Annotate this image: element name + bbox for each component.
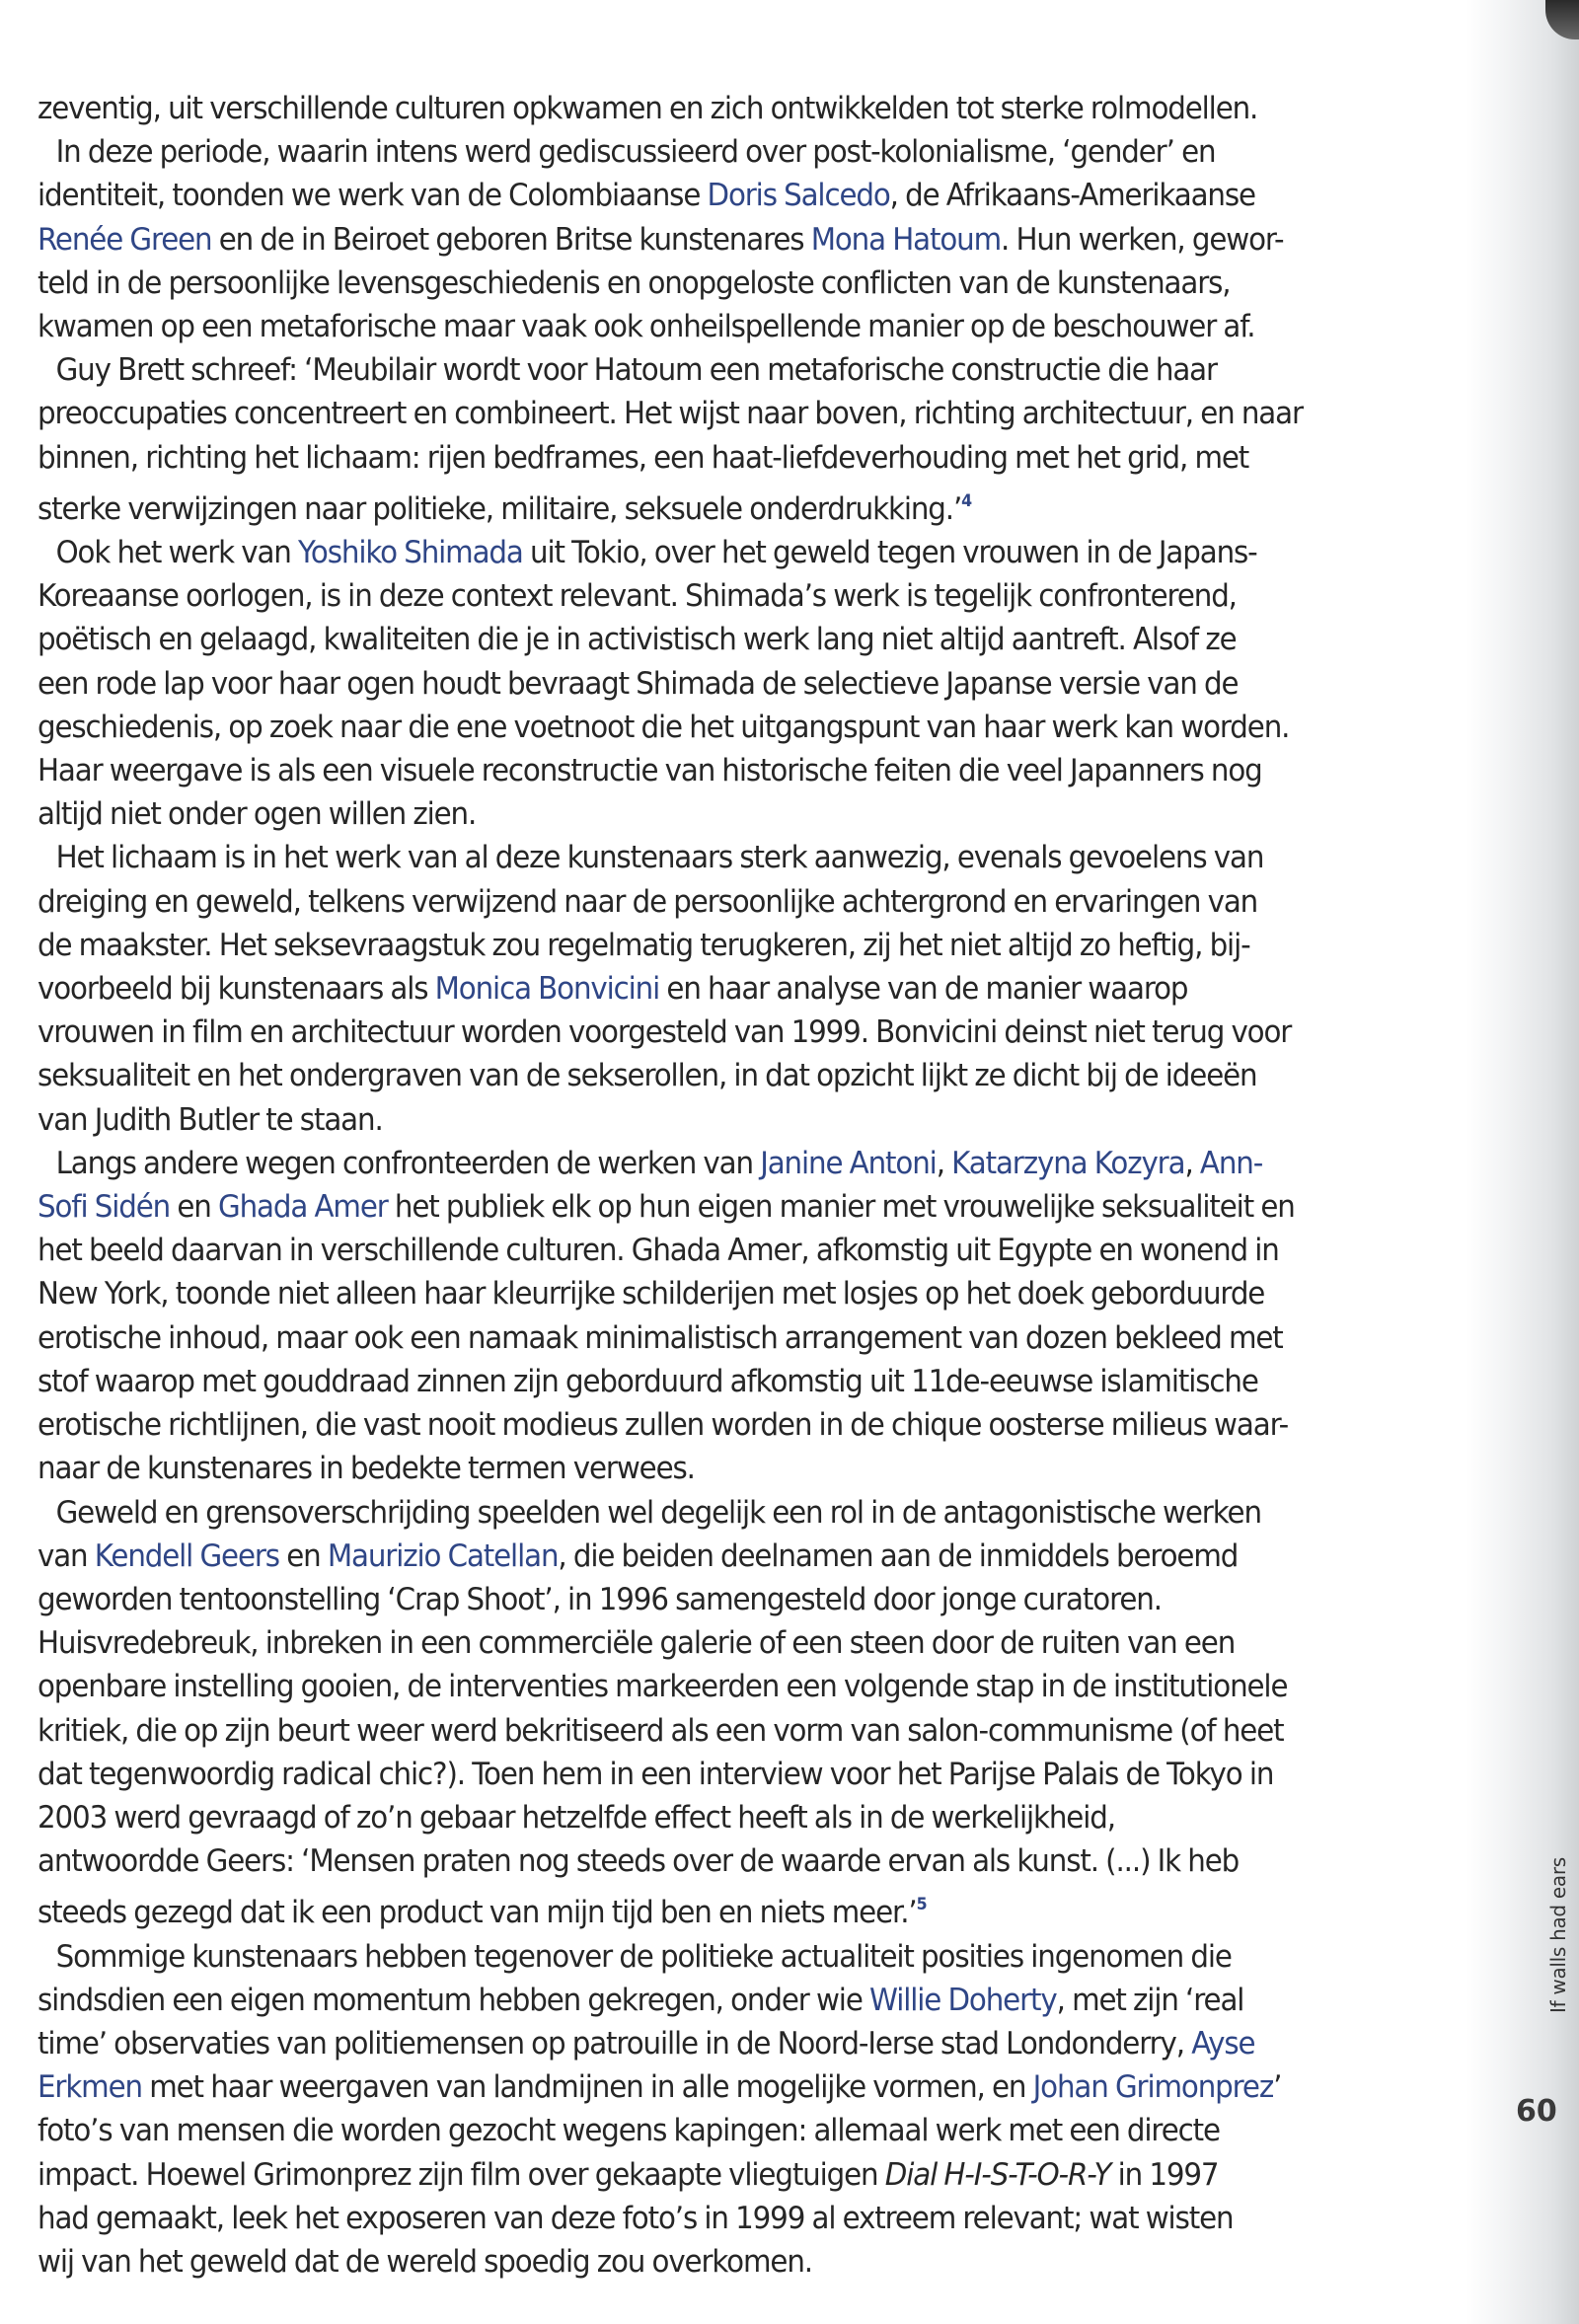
text-segment: , <box>936 1145 952 1181</box>
text-segment: Langs andere wegen confronteerden de werken van <box>55 1145 761 1181</box>
text-segment: Haar weergave is als een visuele reconstructie van historische feiten die veel Japanners nog <box>38 753 1262 789</box>
text-line <box>38 1796 1359 1839</box>
artist-name: Ayse <box>1191 2025 1255 2062</box>
text-segment: openbare instelling gooien, de interventies markeerden een volgende stap in de institutionele <box>38 1669 1288 1705</box>
artist-name: Sofi Sidén <box>38 1189 171 1226</box>
text-segment: New York, toonde niet alleen haar kleurrijke schilderijen met losjes op het doek geborduurde <box>38 1276 1265 1312</box>
text-line <box>38 174 1359 217</box>
text-line <box>38 706 1359 749</box>
text-line <box>38 392 1359 435</box>
text-segment: van <box>38 1537 95 1574</box>
text-segment: een rode lap voor haar ogen houdt bevraagt Shimada de selectieve Japanse versie van de <box>38 665 1239 702</box>
text-segment: wij van het geweld dat de wereld spoedig zou overkomen. <box>38 2243 812 2280</box>
text-segment: kritiek, die op zijn beurt weer werd bekritiseerd als een vorm van salon-communisme (of heet <box>38 1712 1284 1749</box>
text-segment: het publiek elk op hun eigen manier met vrouwelijke seksualiteit en <box>387 1189 1295 1226</box>
text-segment: stof waarop met gouddraad zinnen zijn geborduurd afkomstig uit 11de-eeuwse islamitische <box>38 1363 1258 1399</box>
text-segment: geworden tentoonstelling ‘Crap Shoot’, in 1996 samengesteld door jonge curatoren. <box>38 1581 1162 1617</box>
text-segment: met haar weergaven van landmijnen in alle mogelijke vormen, en <box>141 2069 1033 2106</box>
text-segment: . Hun werken, gewor- <box>1001 221 1284 258</box>
text-line <box>38 1054 1359 1097</box>
text-segment: seksualiteit en het ondergraven van de sekserollen, in dat opzicht lijkt ze dicht bij de ideeën <box>38 1058 1257 1094</box>
text-segment: had gemaakt, leek het exposeren van deze foto’s in 1999 al extreem relevant; wat wisten <box>38 2200 1234 2236</box>
text-segment: uit Tokio, over het geweld tegen vrouwen in de Japans- <box>522 535 1257 571</box>
text-segment: sindsdien een eigen momentum hebben gekregen, onder wie <box>38 1982 870 2018</box>
text-segment: , die beiden deelnamen aan de inmiddels beroemd <box>558 1537 1239 1574</box>
text-line <box>38 1185 1359 1229</box>
text-line <box>38 2109 1359 2152</box>
text-line <box>38 262 1359 305</box>
artist-name: Maurizio Catellan <box>327 1537 559 1574</box>
text-line <box>38 436 1359 480</box>
text-line <box>38 218 1359 262</box>
text-line <box>38 1272 1359 1315</box>
text-segment: Ook het werk van <box>55 535 299 571</box>
text-segment: Sommige kunstenaars hebben tegenover de politieke actualiteit posities ingenomen die <box>55 1938 1232 1975</box>
running-title: If walls had ears <box>1546 1857 1570 2013</box>
text-segment: erotische inhoud, maar ook een namaak minimalistisch arrangement van dozen bekleed met <box>38 1319 1283 1356</box>
artist-name: Erkmen <box>38 2069 142 2106</box>
text-line <box>38 1316 1359 1360</box>
text-segment: , <box>1184 1145 1200 1181</box>
text-segment: het beeld daarvan in verschillende culturen. Ghada Amer, afkomstig uit Egypte en wonend in <box>38 1233 1279 1269</box>
text-line <box>38 1360 1359 1403</box>
text-segment: en haar analyse van de manier waarop <box>659 971 1188 1008</box>
text-segment: en <box>278 1537 328 1574</box>
artist-name: Monica Bonvicini <box>434 971 660 1008</box>
text-segment: preoccupaties concentreert en combineert. Het wijst naar boven, richting architectuur, en naar <box>38 396 1303 432</box>
text-line <box>38 1447 1359 1490</box>
text-line <box>38 1535 1359 1578</box>
text-segment: en <box>170 1189 219 1226</box>
text-segment: 2003 werd gevraagd of zo’n gebaar hetzelfde effect heeft als in de werkelijkheid, <box>38 1799 1115 1836</box>
text-segment: binnen, richting het lichaam: rijen bedframes, een haat-liefdeverhouding met het grid, met <box>38 439 1249 476</box>
text-segment: voorbeeld bij kunstenaars als <box>38 971 435 1008</box>
text-segment: Geweld en grensoverschrijding speelden wel degelijk een rol in de antagonistische werken <box>55 1494 1261 1531</box>
text-line <box>38 1621 1359 1665</box>
text-segment: Koreaanse oorlogen, is in deze context relevant. Shimada’s werk is tegelijk confronterend, <box>38 578 1237 615</box>
artist-name: Johan Grimonprez <box>1032 2069 1274 2106</box>
footnote-marker: 5 <box>916 1895 927 1915</box>
text-line <box>38 130 1359 174</box>
text-line <box>38 1011 1359 1054</box>
text-line <box>38 967 1359 1011</box>
text-line <box>38 1709 1359 1753</box>
artist-name: Mona Hatoum <box>810 221 1002 258</box>
text-line <box>38 1979 1359 2022</box>
text-line <box>38 1935 1359 1979</box>
text-segment: antwoordde Geers: ‘Mensen praten nog steeds over de waarde ervan als kunst. (...) Ik heb <box>38 1843 1240 1880</box>
text-line <box>38 749 1359 792</box>
text-line <box>38 2197 1359 2240</box>
text-segment: vrouwen in film en architectuur worden voorgesteld van 1999. Bonvicini deinst niet terug voor <box>38 1014 1292 1051</box>
text-line <box>38 1839 1359 1883</box>
text-line <box>38 2022 1359 2065</box>
text-line <box>38 1229 1359 1272</box>
text-segment: time’ observaties van politiemensen op patrouille in de Noord-Ierse stad Londonderry, <box>38 2025 1192 2062</box>
text-segment: steeds gezegd dat ik een product van mijn tijd ben en niets meer.’ <box>38 1895 917 1931</box>
artist-name: Renée Green <box>38 221 212 258</box>
text-line <box>38 880 1359 924</box>
text-line <box>38 1753 1359 1796</box>
text-line <box>38 1403 1359 1447</box>
artist-name: Janine Antoni <box>760 1145 937 1181</box>
body-text <box>38 87 1359 2284</box>
text-segment: naar de kunstenares in bedekte termen verwees. <box>38 1451 695 1487</box>
text-segment: , de Afrikaans-Amerikaanse <box>889 178 1255 214</box>
text-segment: impact. Hoewel Grimonprez zijn film over gekaapte vliegtuigen <box>38 2156 885 2193</box>
work-title: Dial H-I-S-T-O-R-Y <box>884 2156 1111 2193</box>
text-segment: erotische richtlijnen, die vast nooit modieus zullen worden in de chique oosterse milieus waar- <box>38 1407 1289 1444</box>
text-segment: dat tegenwoordig radical chic?). Toen hem in een interview voor het Parijse Palais de Tokyo in <box>38 1756 1274 1792</box>
artist-name: Ann- <box>1199 1145 1263 1181</box>
text-line <box>38 662 1359 706</box>
text-segment: de maakster. Het seksevraagstuk zou regelmatig terugkeren, zij het niet altijd zo heftig, bij- <box>38 927 1250 963</box>
text-segment: kwamen op een metaforische maar vaak ook onheilspellende manier op de beschouwer af. <box>38 309 1255 345</box>
artist-name: Yoshiko Shimada <box>298 535 523 571</box>
text-segment: Het lichaam is in het werk van al deze kunstenaars sterk aanwezig, evenals gevoelens van <box>55 840 1264 876</box>
text-segment: ’ <box>1273 2069 1282 2106</box>
text-segment: altijd niet onder ogen willen zien. <box>38 796 477 833</box>
text-line <box>38 87 1359 130</box>
artist-name: Ghada Amer <box>218 1189 388 1226</box>
text-segment: Huisvredebreuk, inbreken in een commerciële galerie of een steen door de ruiten van een <box>38 1625 1236 1662</box>
text-segment: teld in de persoonlijke levensgeschiedenis en onopgeloste conflicten van de kunstenaars, <box>38 264 1231 301</box>
text-segment: in 1997 <box>1110 2156 1219 2193</box>
text-line <box>38 348 1359 392</box>
text-line <box>38 1491 1359 1535</box>
text-line <box>38 2065 1359 2109</box>
text-segment: , met zijn ‘real <box>1056 1982 1244 2018</box>
text-segment: In deze periode, waarin intens werd gediscussieerd over post-kolonialisme, ‘gender’ en <box>55 134 1216 171</box>
text-segment: zeventig, uit verschillende culturen opkwamen en zich ontwikkelden tot sterke rolmodellen. <box>38 91 1258 126</box>
text-segment: van Judith Butler te staan. <box>38 1101 383 1138</box>
text-line <box>38 305 1359 348</box>
text-line <box>38 2153 1359 2197</box>
text-line <box>38 531 1359 574</box>
artist-name: Kendell Geers <box>94 1537 279 1574</box>
artist-name: Willie Doherty <box>869 1982 1057 2018</box>
text-line <box>38 480 1359 531</box>
text-line <box>38 1098 1359 1142</box>
text-segment: geschiedenis, op zoek naar die ene voetnoot die het uitgangspunt van haar werk kan worden. <box>38 709 1290 745</box>
text-line <box>38 1578 1359 1621</box>
text-line <box>38 1665 1359 1708</box>
text-line <box>38 2240 1359 2284</box>
text-line <box>38 924 1359 967</box>
footnote-marker: 4 <box>961 490 972 511</box>
text-line <box>38 618 1359 661</box>
text-segment: Guy Brett schreef: ‘Meubilair wordt voor Hatoum een metaforische constructie die haar <box>55 352 1217 389</box>
text-line <box>38 792 1359 836</box>
text-segment: dreiging en geweld, telkens verwijzend naar de persoonlijke achtergrond en ervaringen van <box>38 883 1258 920</box>
artist-name: Doris Salcedo <box>707 178 890 214</box>
text-segment: sterke verwijzingen naar politieke, militaire, seksuele onderdrukking.’ <box>38 490 962 527</box>
text-segment: en de in Beiroet geboren Britse kunstenares <box>211 221 811 258</box>
text-segment: poëtisch en gelaagd, kwaliteiten die je in activistisch werk lang niet altijd aantreft. Alsof ze <box>38 622 1237 658</box>
text-segment: identiteit, toonden we werk van de Colombiaanse <box>38 178 708 214</box>
text-line <box>38 1883 1359 1934</box>
text-line <box>38 574 1359 618</box>
artist-name: Katarzyna Kozyra <box>951 1145 1185 1181</box>
page-number: 60 <box>1516 2094 1557 2129</box>
text-line <box>38 1142 1359 1185</box>
text-segment: foto’s van mensen die worden gezocht wegens kapingen: allemaal werk met een directe <box>38 2113 1220 2149</box>
text-line <box>38 836 1359 879</box>
